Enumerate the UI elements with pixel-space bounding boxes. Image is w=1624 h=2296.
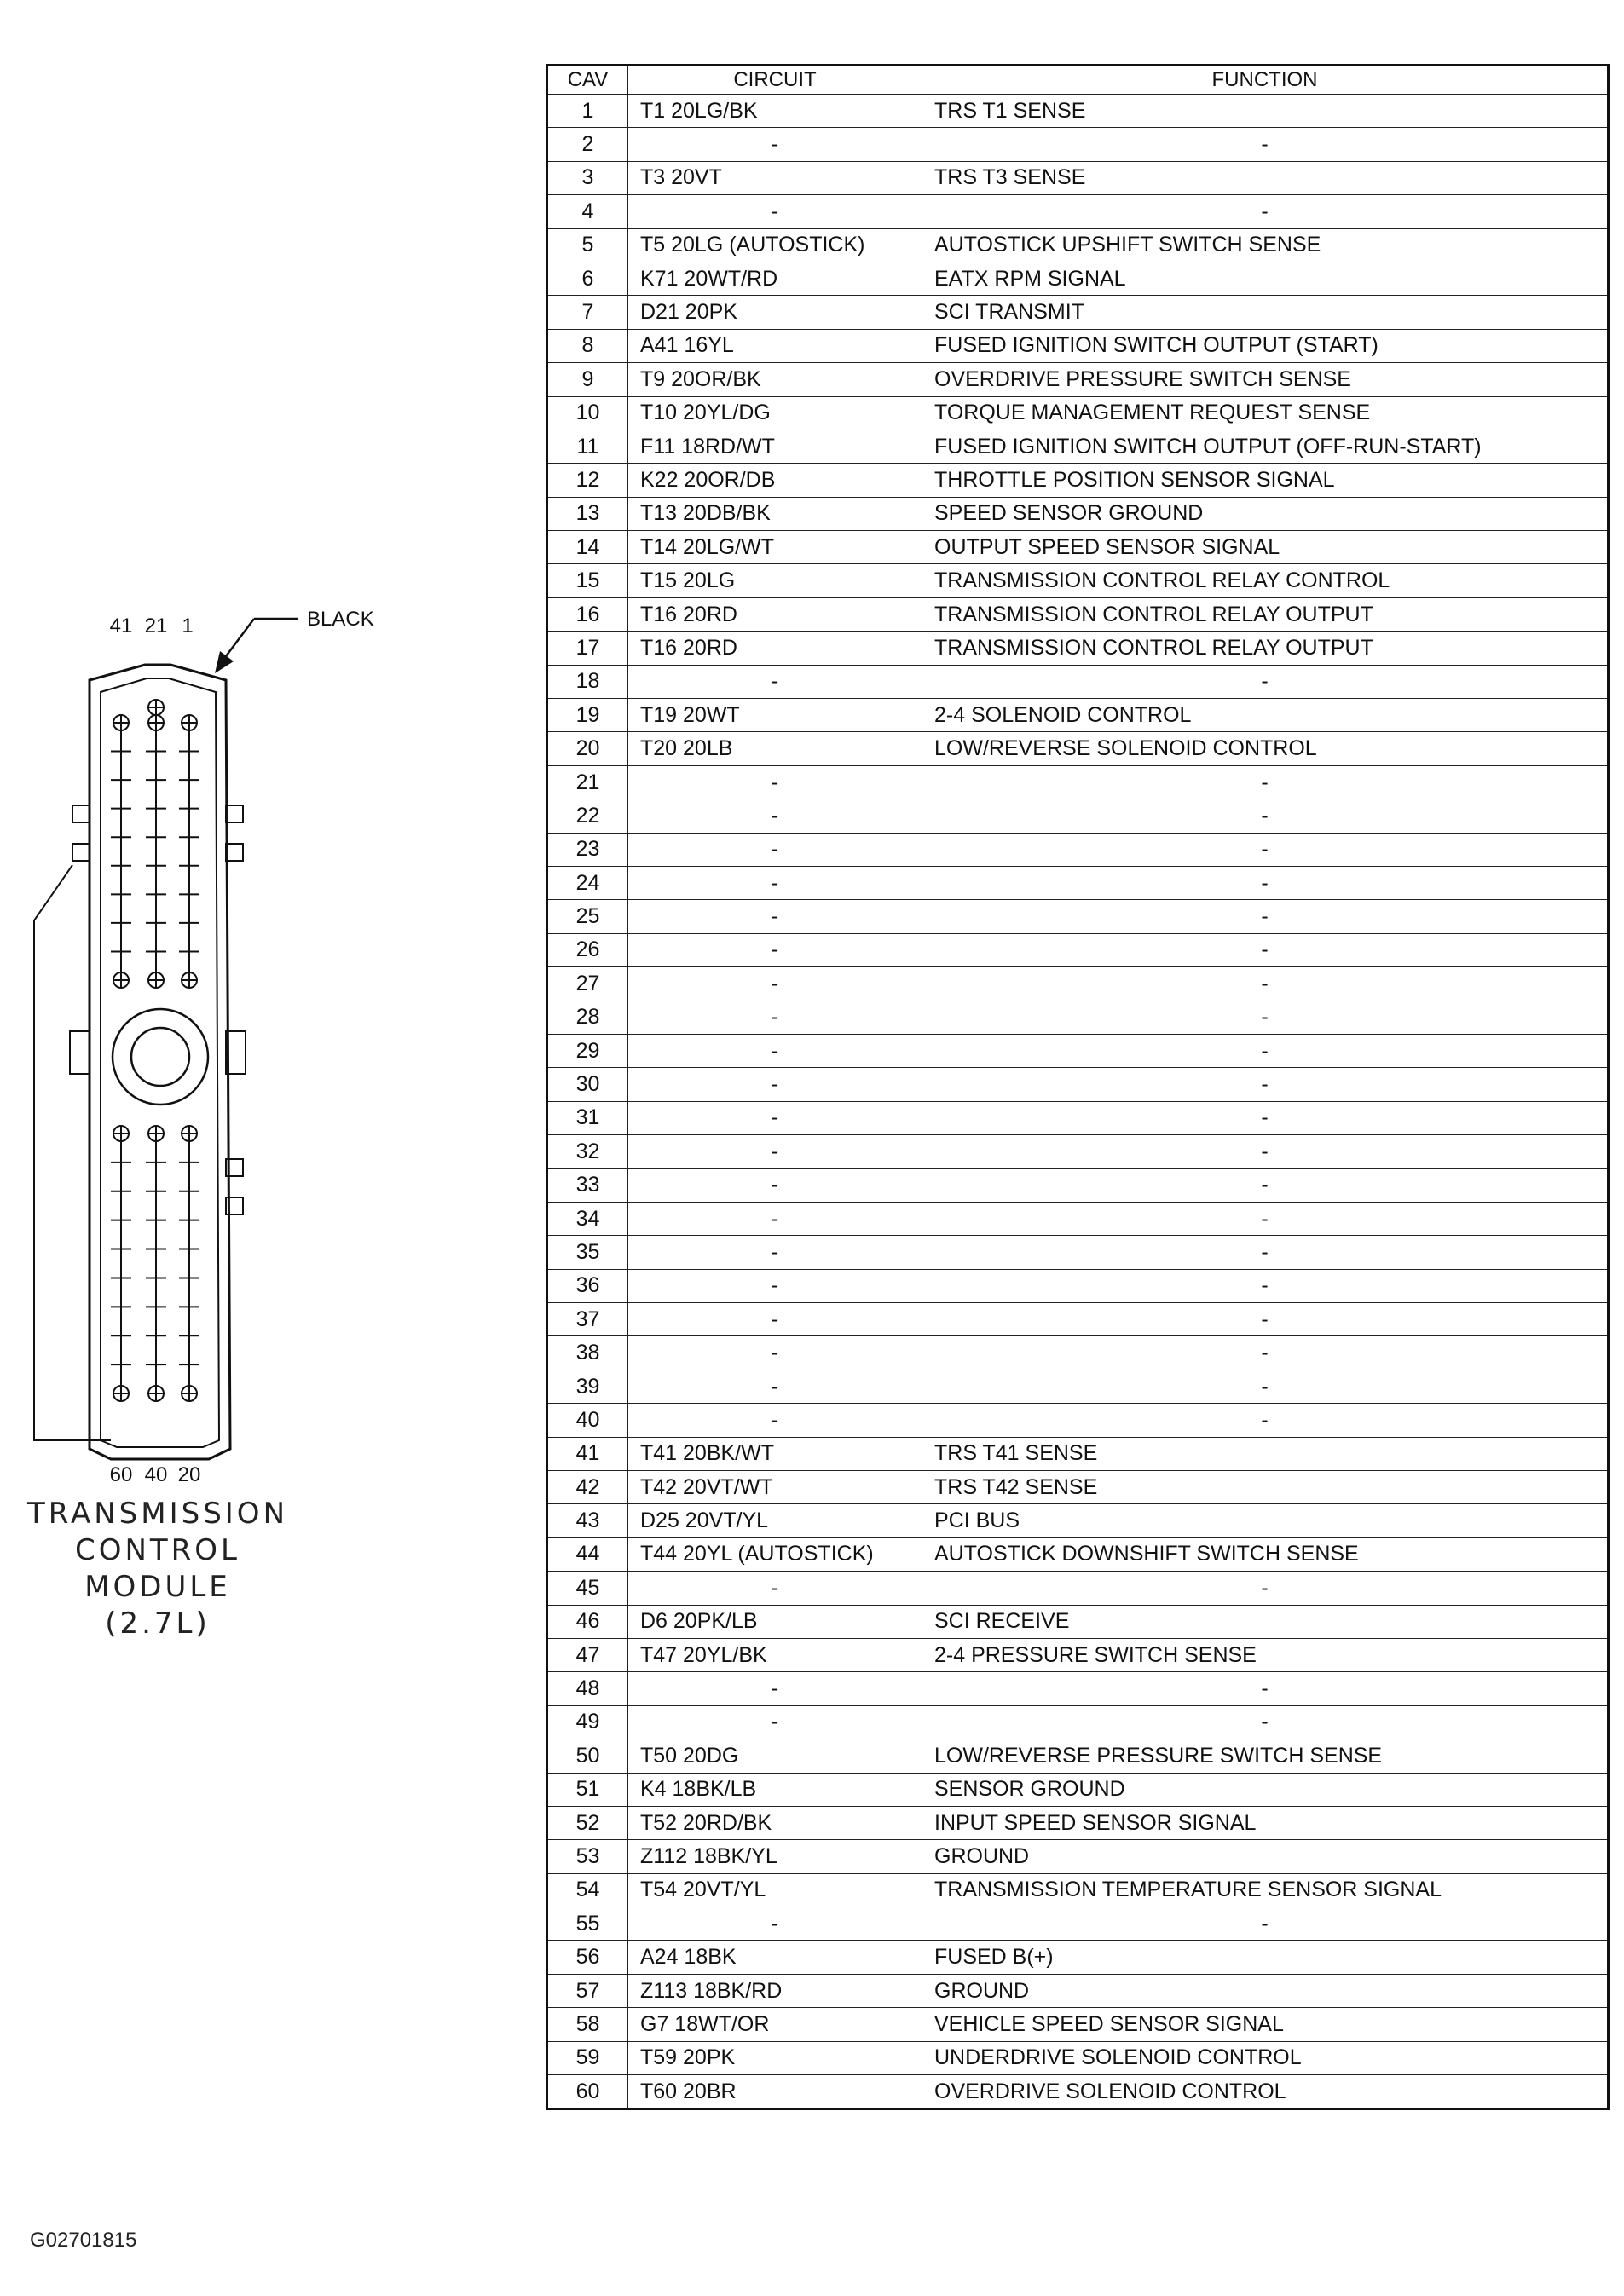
circuit-cell: T52 20RD/BK	[628, 1806, 922, 1839]
table-row	[547, 228, 1609, 262]
function-cell: FUSED IGNITION SWITCH OUTPUT (START)	[922, 329, 1609, 362]
table-row	[547, 900, 1609, 933]
top-pin-label-41: 41	[109, 614, 133, 637]
table-row	[547, 665, 1609, 698]
circuit-cell: -	[628, 1034, 922, 1067]
table-row	[547, 396, 1609, 430]
circuit-cell: A41 16YL	[628, 329, 922, 362]
circuit-cell: T5 20LG (AUTOSTICK)	[628, 228, 922, 262]
circuit-cell: -	[628, 1001, 922, 1034]
table-row	[547, 732, 1609, 765]
function-cell: TRS T41 SENSE	[922, 1437, 1609, 1470]
circuit-cell: T20 20LB	[628, 732, 922, 765]
table-row	[547, 1336, 1609, 1370]
function-cell: THROTTLE POSITION SENSOR SIGNAL	[922, 464, 1609, 497]
table-body	[547, 95, 1609, 2109]
table-row	[547, 1605, 1609, 1638]
module-caption	[0, 1496, 315, 1642]
table-row	[547, 464, 1609, 497]
bottom-pin-labels	[0, 0, 392, 1500]
function-cell: -	[922, 967, 1609, 1001]
cav-cell: 13	[547, 497, 628, 530]
circuit-cell: K4 18BK/LB	[628, 1773, 922, 1806]
function-cell: -	[922, 1168, 1609, 1202]
cav-cell: 38	[547, 1336, 628, 1370]
circuit-cell: T47 20YL/BK	[628, 1638, 922, 1671]
table-row	[547, 866, 1609, 899]
circuit-cell: T9 20OR/BK	[628, 363, 922, 396]
function-cell: -	[922, 1303, 1609, 1336]
function-cell: -	[922, 1001, 1609, 1034]
table-row	[547, 95, 1609, 128]
table-row	[547, 1974, 1609, 2007]
function-cell: -	[922, 195, 1609, 228]
cav-cell: 54	[547, 1873, 628, 1907]
function-cell: VEHICLE SPEED SENSOR SIGNAL	[922, 2008, 1609, 2041]
circuit-cell: -	[628, 1303, 922, 1336]
cav-cell: 39	[547, 1370, 628, 1403]
table-row	[547, 1873, 1609, 1907]
circuit-cell: D6 20PK/LB	[628, 1605, 922, 1638]
table-row	[547, 1504, 1609, 1537]
function-cell: TRANSMISSION CONTROL RELAY OUTPUT	[922, 597, 1609, 631]
circuit-cell: K71 20WT/RD	[628, 262, 922, 295]
function-cell: -	[922, 1336, 1609, 1370]
circuit-cell: Z112 18BK/YL	[628, 1840, 922, 1873]
cav-cell: 47	[547, 1638, 628, 1671]
circuit-cell: T44 20YL (AUTOSTICK)	[628, 1537, 922, 1571]
circuit-cell: -	[628, 967, 922, 1001]
circuit-cell: D21 20PK	[628, 296, 922, 329]
circuit-cell: -	[628, 1404, 922, 1437]
table-row	[547, 2008, 1609, 2041]
cav-cell: 15	[547, 564, 628, 597]
table-row	[547, 262, 1609, 295]
table-row	[547, 1638, 1609, 1671]
function-cell: -	[922, 933, 1609, 966]
cav-cell: 57	[547, 1974, 628, 2007]
cav-cell: 35	[547, 1236, 628, 1269]
circuit-cell: -	[628, 1168, 922, 1202]
figure-code: G02701815	[30, 2229, 137, 2252]
table-row	[547, 1537, 1609, 1571]
function-cell: -	[922, 765, 1609, 799]
circuit-cell: D25 20VT/YL	[628, 1504, 922, 1537]
function-cell: GROUND	[922, 1840, 1609, 1873]
cav-cell: 30	[547, 1068, 628, 1101]
cav-cell: 31	[547, 1101, 628, 1134]
function-cell: -	[922, 665, 1609, 698]
table-row	[547, 967, 1609, 1001]
table-header-row	[547, 66, 1609, 95]
circuit-cell: -	[628, 1705, 922, 1739]
cav-cell: 23	[547, 833, 628, 866]
cav-cell: 7	[547, 296, 628, 329]
cav-cell: 49	[547, 1705, 628, 1739]
function-cell: OUTPUT SPEED SENSOR SIGNAL	[922, 531, 1609, 564]
table-row	[547, 765, 1609, 799]
circuit-cell: -	[628, 900, 922, 933]
cav-cell: 25	[547, 900, 628, 933]
cav-cell: 19	[547, 699, 628, 732]
pin-out-table	[546, 64, 1610, 2110]
table-row	[547, 128, 1609, 161]
circuit-cell: -	[628, 1236, 922, 1269]
cav-cell: 43	[547, 1504, 628, 1537]
function-cell: TRANSMISSION CONTROL RELAY OUTPUT	[922, 632, 1609, 665]
circuit-cell: T50 20DG	[628, 1739, 922, 1773]
function-cell: -	[922, 1236, 1609, 1269]
cav-cell: 53	[547, 1840, 628, 1873]
connector-color-label: BLACK	[307, 608, 374, 631]
table-row	[547, 531, 1609, 564]
cav-cell: 28	[547, 1001, 628, 1034]
circuit-cell: -	[628, 1672, 922, 1705]
circuit-cell: -	[628, 1370, 922, 1403]
caption-line-3: MODULE	[84, 1570, 231, 1604]
circuit-cell: T59 20PK	[628, 2041, 922, 2074]
function-cell: -	[922, 900, 1609, 933]
circuit-cell: T13 20DB/BK	[628, 497, 922, 530]
table-row	[547, 1404, 1609, 1437]
cav-cell: 48	[547, 1672, 628, 1705]
function-cell: TORQUE MANAGEMENT REQUEST SENSE	[922, 396, 1609, 430]
function-cell: -	[922, 799, 1609, 833]
table-row	[547, 799, 1609, 833]
cav-cell: 45	[547, 1572, 628, 1605]
table-row	[547, 1672, 1609, 1705]
function-cell: -	[922, 1034, 1609, 1067]
function-cell: FUSED B(+)	[922, 1941, 1609, 1974]
circuit-cell: -	[628, 1572, 922, 1605]
function-cell: -	[922, 866, 1609, 899]
circuit-cell: T19 20WT	[628, 699, 922, 732]
table-row	[547, 1806, 1609, 1839]
cav-cell: 46	[547, 1605, 628, 1638]
function-cell: -	[922, 1907, 1609, 1941]
table-row	[547, 1001, 1609, 1034]
circuit-cell: -	[628, 1068, 922, 1101]
circuit-cell: -	[628, 665, 922, 698]
function-cell: OVERDRIVE SOLENOID CONTROL	[922, 2075, 1609, 2109]
caption-line-2: CONTROL	[74, 1533, 241, 1567]
cav-cell: 40	[547, 1404, 628, 1437]
cav-cell: 1	[547, 95, 628, 128]
function-cell: TRS T1 SENSE	[922, 95, 1609, 128]
function-cell: 2-4 SOLENOID CONTROL	[922, 699, 1609, 732]
function-cell: LOW/REVERSE PRESSURE SWITCH SENSE	[922, 1739, 1609, 1773]
table-row	[547, 2041, 1609, 2074]
circuit-cell: -	[628, 1269, 922, 1302]
table-row	[547, 1773, 1609, 1806]
function-cell: 2-4 PRESSURE SWITCH SENSE	[922, 1638, 1609, 1671]
circuit-cell: T3 20VT	[628, 161, 922, 194]
top-pin-label-21: 21	[144, 614, 168, 637]
cav-cell: 21	[547, 765, 628, 799]
cav-cell: 60	[547, 2075, 628, 2109]
function-cell: LOW/REVERSE SOLENOID CONTROL	[922, 732, 1609, 765]
function-cell: -	[922, 1370, 1609, 1403]
cav-cell: 42	[547, 1471, 628, 1504]
table-row	[547, 430, 1609, 463]
table-row	[547, 1135, 1609, 1168]
circuit-cell: T16 20RD	[628, 632, 922, 665]
cav-cell: 36	[547, 1269, 628, 1302]
circuit-cell: -	[628, 128, 922, 161]
table-row	[547, 933, 1609, 966]
circuit-cell: T54 20VT/YL	[628, 1873, 922, 1907]
bottom-pin-label-20: 20	[177, 1463, 201, 1486]
cav-cell: 56	[547, 1941, 628, 1974]
header-cav: CAV	[547, 66, 628, 95]
function-cell: -	[922, 1202, 1609, 1235]
table-row	[547, 161, 1609, 194]
circuit-cell: T14 20LG/WT	[628, 531, 922, 564]
function-cell: -	[922, 1101, 1609, 1134]
cav-cell: 10	[547, 396, 628, 430]
table-row	[547, 1840, 1609, 1873]
cav-cell: 12	[547, 464, 628, 497]
cav-cell: 3	[547, 161, 628, 194]
cav-cell: 29	[547, 1034, 628, 1067]
circuit-cell: T10 20YL/DG	[628, 396, 922, 430]
circuit-cell: T42 20VT/WT	[628, 1471, 922, 1504]
table-row	[547, 1303, 1609, 1336]
circuit-cell: -	[628, 933, 922, 966]
circuit-cell: -	[628, 866, 922, 899]
cav-cell: 33	[547, 1168, 628, 1202]
cav-cell: 27	[547, 967, 628, 1001]
table-row	[547, 1202, 1609, 1235]
table-row	[547, 699, 1609, 732]
cav-cell: 24	[547, 866, 628, 899]
header-function: FUNCTION	[922, 66, 1609, 95]
function-cell: GROUND	[922, 1974, 1609, 2007]
function-cell: SCI TRANSMIT	[922, 296, 1609, 329]
function-cell: EATX RPM SIGNAL	[922, 262, 1609, 295]
circuit-cell: K22 20OR/DB	[628, 464, 922, 497]
table-row	[547, 363, 1609, 396]
cav-cell: 6	[547, 262, 628, 295]
function-cell: -	[922, 1572, 1609, 1605]
function-cell: -	[922, 1269, 1609, 1302]
cav-cell: 18	[547, 665, 628, 698]
function-cell: OVERDRIVE PRESSURE SWITCH SENSE	[922, 363, 1609, 396]
table-row	[547, 632, 1609, 665]
cav-cell: 50	[547, 1739, 628, 1773]
cav-cell: 52	[547, 1806, 628, 1839]
function-cell: -	[922, 1404, 1609, 1437]
circuit-cell: T60 20BR	[628, 2075, 922, 2109]
table-row	[547, 2075, 1609, 2109]
circuit-cell: -	[628, 1336, 922, 1370]
function-cell: -	[922, 1672, 1609, 1705]
function-cell: INPUT SPEED SENSOR SIGNAL	[922, 1806, 1609, 1839]
function-cell: -	[922, 1068, 1609, 1101]
circuit-cell: -	[628, 765, 922, 799]
function-cell: TRANSMISSION TEMPERATURE SENSOR SIGNAL	[922, 1873, 1609, 1907]
circuit-cell: Z113 18BK/RD	[628, 1974, 922, 2007]
caption-line-1: TRANSMISSION	[26, 1497, 289, 1531]
cav-cell: 4	[547, 195, 628, 228]
table-row	[547, 1941, 1609, 1974]
cav-cell: 55	[547, 1907, 628, 1941]
table-row	[547, 1269, 1609, 1302]
cav-cell: 59	[547, 2041, 628, 2074]
header-circuit: CIRCUIT	[628, 66, 922, 95]
circuit-cell: T16 20RD	[628, 597, 922, 631]
function-cell: TRS T3 SENSE	[922, 161, 1609, 194]
function-cell: AUTOSTICK UPSHIFT SWITCH SENSE	[922, 228, 1609, 262]
caption-line-4: (2.7L)	[105, 1607, 211, 1641]
table-row	[547, 1437, 1609, 1470]
cav-cell: 41	[547, 1437, 628, 1470]
function-cell: SCI RECEIVE	[922, 1605, 1609, 1638]
function-cell: TRANSMISSION CONTROL RELAY CONTROL	[922, 564, 1609, 597]
cav-cell: 58	[547, 2008, 628, 2041]
circuit-cell: T41 20BK/WT	[628, 1437, 922, 1470]
table-row	[547, 497, 1609, 530]
bottom-pin-label-60: 60	[109, 1463, 133, 1486]
function-cell: AUTOSTICK DOWNSHIFT SWITCH SENSE	[922, 1537, 1609, 1571]
cav-cell: 5	[547, 228, 628, 262]
table-row	[547, 1168, 1609, 1202]
table-row	[547, 597, 1609, 631]
cav-cell: 2	[547, 128, 628, 161]
circuit-cell: -	[628, 195, 922, 228]
cav-cell: 34	[547, 1202, 628, 1235]
table-row	[547, 1907, 1609, 1941]
table-row	[547, 1370, 1609, 1403]
cav-cell: 26	[547, 933, 628, 966]
cav-cell: 20	[547, 732, 628, 765]
circuit-cell: F11 18RD/WT	[628, 430, 922, 463]
table-row	[547, 1471, 1609, 1504]
function-cell: UNDERDRIVE SOLENOID CONTROL	[922, 2041, 1609, 2074]
function-cell: -	[922, 128, 1609, 161]
function-cell: SENSOR GROUND	[922, 1773, 1609, 1806]
table-row	[547, 1572, 1609, 1605]
circuit-cell: T15 20LG	[628, 564, 922, 597]
table-row	[547, 833, 1609, 866]
cav-cell: 11	[547, 430, 628, 463]
circuit-cell: -	[628, 799, 922, 833]
circuit-cell: -	[628, 1101, 922, 1134]
function-cell: TRS T42 SENSE	[922, 1471, 1609, 1504]
cav-cell: 44	[547, 1537, 628, 1571]
circuit-cell: A24 18BK	[628, 1941, 922, 1974]
table-row	[547, 1068, 1609, 1101]
table-row	[547, 564, 1609, 597]
table-row	[547, 1739, 1609, 1773]
cav-cell: 16	[547, 597, 628, 631]
table-row	[547, 1034, 1609, 1067]
top-pin-label-1: 1	[182, 614, 194, 637]
cav-cell: 37	[547, 1303, 628, 1336]
function-cell: SPEED SENSOR GROUND	[922, 497, 1609, 530]
circuit-cell: G7 18WT/OR	[628, 2008, 922, 2041]
bottom-pin-label-40: 40	[144, 1463, 168, 1486]
circuit-cell: -	[628, 1907, 922, 1941]
function-cell: FUSED IGNITION SWITCH OUTPUT (OFF-RUN-START)	[922, 430, 1609, 463]
function-cell: -	[922, 1705, 1609, 1739]
function-cell: -	[922, 1135, 1609, 1168]
circuit-cell: T1 20LG/BK	[628, 95, 922, 128]
cav-cell: 22	[547, 799, 628, 833]
circuit-cell: -	[628, 833, 922, 866]
table-row	[547, 1705, 1609, 1739]
table-row	[547, 1236, 1609, 1269]
cav-cell: 9	[547, 363, 628, 396]
cav-cell: 51	[547, 1773, 628, 1806]
cav-cell: 32	[547, 1135, 628, 1168]
cav-cell: 17	[547, 632, 628, 665]
circuit-cell: -	[628, 1135, 922, 1168]
table-row	[547, 195, 1609, 228]
function-cell: PCI BUS	[922, 1504, 1609, 1537]
table-row	[547, 296, 1609, 329]
cav-cell: 14	[547, 531, 628, 564]
table-row	[547, 1101, 1609, 1134]
cav-cell: 8	[547, 329, 628, 362]
table-row	[547, 329, 1609, 362]
function-cell: -	[922, 833, 1609, 866]
circuit-cell: -	[628, 1202, 922, 1235]
